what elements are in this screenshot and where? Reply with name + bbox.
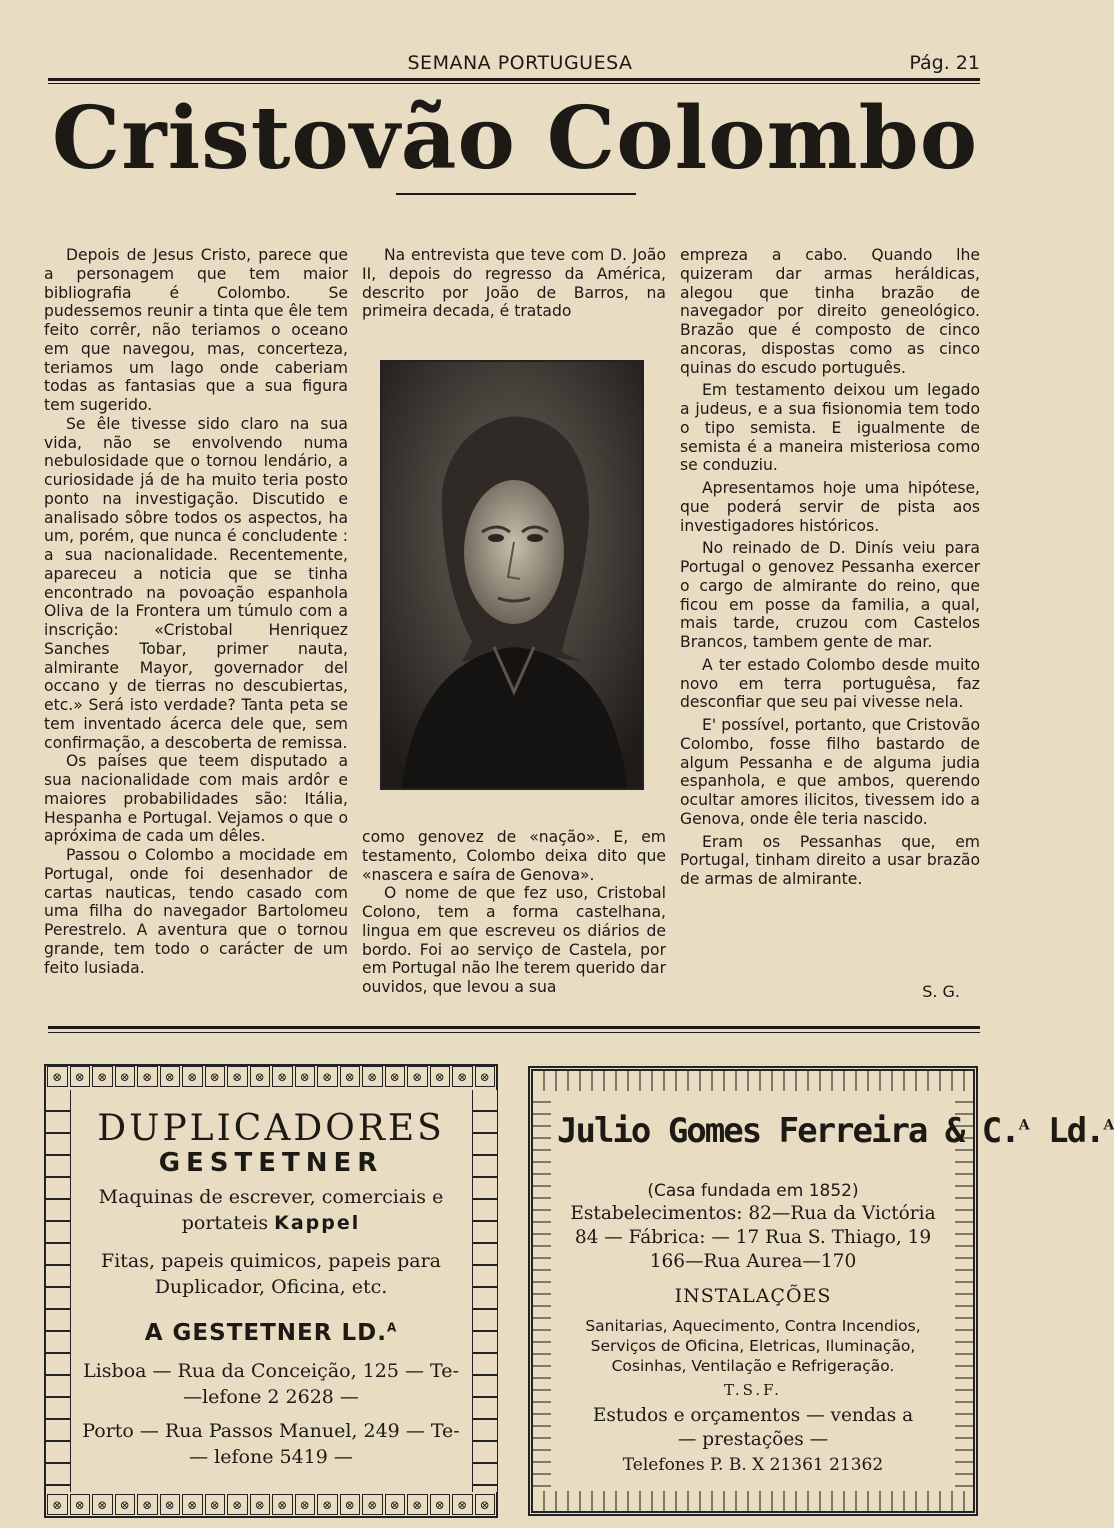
section-rule	[48, 1026, 980, 1029]
publication-title: SEMANA PORTUGUESA	[407, 52, 633, 74]
ad-gestetner-title: DUPLICADORES	[97, 1108, 445, 1149]
paragraph: No reinado de D. Dinís veiu para Portugal o genovez Pessanha exercer o cargo de almirante do reino, que ficou em posse da familia, a qual, mais tarde, cruzou com Castelos Brancos, tambem gente de mar.	[680, 539, 980, 651]
ornament-icon: ⊗	[340, 1494, 361, 1515]
company-ld: Ld.	[1048, 1111, 1104, 1151]
article-signature: S. G.	[922, 982, 960, 1001]
page-number: Pág. 21	[909, 52, 980, 74]
ornament-icon: ⊗	[340, 1066, 361, 1087]
paragraph: empreza a cabo. Quando lhe quizeram dar armas heráldicas, alegou que tinha brazão de navegador por direito geneológico. Brazão que é composto de cinco ancoras, dispostas como as cinco quinas do escudo português.	[680, 246, 980, 377]
ad-gestetner-subtitle: GESTETNER	[158, 1148, 384, 1178]
header-rule	[48, 78, 980, 81]
ad-gestetner-porto1: Porto — Rua Passos Manuel, 249 — Te-	[82, 1420, 460, 1442]
paragraph: Os países que teem disputado a sua nacionalidade com mais ardôr e maiores probabilidades são: Itália, Hespanha e Portugal. Vejamos o que o apróxima de cada um dêles.	[44, 752, 348, 846]
ornament-icon: ⊗	[70, 1494, 91, 1515]
ornament-icon: ⊗	[272, 1494, 293, 1515]
ornament-icon: ⊗	[115, 1494, 136, 1515]
ornament-icon: ⊗	[92, 1494, 113, 1515]
ornament-icon: ⊗	[250, 1066, 271, 1087]
ornament-icon: ⊗	[70, 1066, 91, 1087]
ad-border-right	[955, 1091, 973, 1491]
ornament-icon: ⊗	[407, 1066, 428, 1087]
article-column-2-bottom	[362, 828, 666, 997]
ornament-icon: ⊗	[317, 1066, 338, 1087]
paragraph: como genovez de «nação». E, em testamento, Colombo deixa dito que «nascera e saíra de Genova».	[362, 828, 666, 884]
paragraph: Passou o Colombo a mocidade em Portugal, onde foi desenhador de cartas nauticas, tendo casado com uma filha do navegador Bartolomeu Perestrelo. A aventura que o tornou grande, tem todo o carácter de um feito lusiada.	[44, 846, 348, 977]
ad-border-left	[533, 1091, 551, 1491]
ornament-icon: ⊗	[250, 1494, 271, 1515]
ornament-icon: ⊗	[182, 1066, 203, 1087]
ornament-icon: ⊗	[47, 1066, 68, 1087]
ornament-icon: ⊗	[452, 1494, 473, 1515]
ad-julio-est4: Estudos e orçamentos — vendas a	[592, 1405, 914, 1426]
ornament-icon: ⊗	[407, 1494, 428, 1515]
company-sup: A	[1103, 1117, 1114, 1134]
ad-gestetner-company	[76, 1320, 466, 1346]
ornament-icon: ⊗	[92, 1066, 113, 1087]
article-headline: Cristovão Colombo	[51, 88, 979, 189]
ornament-icon: ⊗	[272, 1066, 293, 1087]
ornament-icon: ⊗	[115, 1066, 136, 1087]
ornament-icon: ⊗	[205, 1494, 226, 1515]
ad-border-top	[46, 1066, 496, 1087]
ad-julio-est5: — prestações —	[677, 1429, 829, 1450]
portrait-illustration	[382, 362, 642, 788]
section-rule-thin	[48, 1032, 980, 1033]
company-sup: A	[386, 1320, 398, 1335]
paragraph: Na entrevista que teve com D. João II, depois do regresso da América, descrito por João de Barros, na primeira decada, é tratado	[362, 246, 666, 321]
company-sup: A	[1018, 1117, 1030, 1134]
ad-julio-est3: 166—Rua Aurea—170	[649, 1251, 857, 1272]
ornament-icon: ⊗	[182, 1494, 203, 1515]
paragraph: Em testamento deixou um legado a judeus, e a sua fisionomia tem todo o tipo semista. E igualmente de semista é a maneira misteriosa como se conduziu.	[680, 381, 980, 475]
kappel-brand: Kappel	[274, 1212, 361, 1234]
article-column-3	[680, 246, 980, 889]
headline-underline	[396, 193, 636, 195]
ad-julio-est1: Estabelecimentos: 82—Rua da Victória	[570, 1203, 936, 1224]
ornament-icon: ⊗	[47, 1494, 68, 1515]
ad-julio-company	[557, 1111, 1114, 1151]
ornament-icon: ⊗	[227, 1066, 248, 1087]
ornament-icon: ⊗	[295, 1066, 316, 1087]
ad-julio-gomes	[528, 1066, 1114, 1516]
ornament-icon: ⊗	[137, 1494, 158, 1515]
ornament-icon: ⊗	[205, 1066, 226, 1087]
ad-julio-phones: Telefones P. B. X 21361 21362	[622, 1455, 884, 1475]
paragraph: Depois de Jesus Cristo, parece que a personagem que tem maior bibliografia é Colombo. Se pudessemos reunir a tinta que êle tem feito corrêr, não teriamos o oceano em que navegou, mas, concerteza, teriamos um lago onde caberiam todas as fantasias que a sua figura tem sugerido.	[44, 246, 348, 414]
company-name: Julio Gomes Ferreira & C.	[557, 1111, 1019, 1151]
ad-julio-founded: (Casa fundada em 1852)	[647, 1181, 859, 1201]
ornament-icon: ⊗	[227, 1494, 248, 1515]
ad-border-right	[472, 1090, 497, 1492]
ad-border-bottom	[533, 1491, 973, 1511]
paragraph: A ter estado Colombo desde muito novo em terra portuguêsa, faz desconfiar que seu pai vivesse nela.	[680, 655, 980, 712]
ad-border-bottom	[46, 1494, 496, 1515]
ad-gestetner-lisboa2: —lefone 2 2628 —	[183, 1386, 359, 1408]
paragraph: Se êle tivesse sido claro na sua vida, não se envolvendo numa nebulosidade que o tornou lendário, a curiosidade já de ha muito teria posto ponto na investigação. Discutido e analisado sôbre todos os aspectos, ha um, porém, que nunca é concludente : a sua nacionalidade. Recentemente, apareceu a noticia que se tinha encontrado na povoação espanhola Oliva de la Frontera um túmulo com a inscrição: «Cristobal Henriquez Sanches Tobar, primer nauta, almirante Mayor, governador del occano y de tierras no descubiertas, etc.» Será isto verdade? Tanta peta se tem inventado ácerca dele que, sem confirmação, a descoberta de remissa.	[44, 414, 348, 752]
article-column-1	[44, 246, 348, 977]
ad-gestetner-porto2: — lefone 5419 —	[189, 1446, 353, 1468]
ad-julio-est2: 84 — Fábrica: — 17 Rua S. Thiago, 19	[574, 1227, 932, 1248]
ad-border-left	[46, 1090, 71, 1492]
ad-julio-svc3: Cosinhas, Ventilação e Refrigeração.	[611, 1357, 895, 1375]
ornament-icon: ⊗	[430, 1494, 451, 1515]
ad-gestetner-line4: Duplicador, Oficina, etc.	[154, 1276, 388, 1298]
ad-julio-section: INSTALAÇÕES	[674, 1285, 832, 1307]
ad-border-top	[533, 1071, 973, 1091]
ornament-icon: ⊗	[430, 1066, 451, 1087]
ad-gestetner	[44, 1064, 498, 1518]
paragraph: Apresentamos hoje uma hipótese, que poderá servir de pista aos investigadores históricos.	[680, 479, 980, 535]
ornament-icon: ⊗	[475, 1494, 496, 1515]
ornament-icon: ⊗	[385, 1066, 406, 1087]
ad-gestetner-line3: Fitas, papeis quimicos, papeis para	[101, 1250, 441, 1272]
ornament-icon: ⊗	[452, 1066, 473, 1087]
portrait-image	[380, 360, 644, 790]
company-name: A GESTETNER LD.	[144, 1320, 387, 1346]
ornament-icon: ⊗	[160, 1066, 181, 1087]
paragraph: O nome de que fez uso, Cristobal Colono, tem a forma castelhana, lingua em que escreveu os diários de bordo. Foi ao serviço de Castela, por em Portugal não lhe terem querido dar ouvidos, que levou a sua	[362, 884, 666, 996]
ad-gestetner-lisboa1: Lisboa — Rua da Conceição, 125 — Te-	[83, 1360, 459, 1382]
ornament-icon: ⊗	[317, 1494, 338, 1515]
paragraph: E' possível, portanto, que Cristovão Colombo, fosse filho bastardo de algum Pessanha e de alguma judia espanhola, e que ambos, querendo ocultar amores ilicitos, tivessem ido a Genova, onde êle teria nascido.	[680, 716, 980, 828]
ornament-icon: ⊗	[160, 1494, 181, 1515]
ad-julio-svc1: Sanitarias, Aquecimento, Contra Incendios,	[585, 1317, 921, 1335]
header-rule-thin	[48, 83, 980, 84]
ornament-icon: ⊗	[362, 1494, 383, 1515]
ad-gestetner-line1: Maquinas de escrever, comerciais e	[98, 1186, 444, 1208]
ad-julio-svc2: Serviços de Oficina, Eletricas, Iluminação,	[590, 1337, 916, 1355]
ad-gestetner-line2	[76, 1212, 466, 1234]
ornament-icon: ⊗	[475, 1066, 496, 1087]
ad-julio-tsf: T.S.F.	[724, 1381, 782, 1399]
ornament-icon: ⊗	[362, 1066, 383, 1087]
ornament-icon: ⊗	[295, 1494, 316, 1515]
ornament-icon: ⊗	[137, 1066, 158, 1087]
ad-gestetner-line2-text: portateis	[181, 1212, 269, 1234]
ornament-icon: ⊗	[385, 1494, 406, 1515]
article-column-2-top	[362, 246, 666, 321]
paragraph: Eram os Pessanhas que, em Portugal, tinham direito a usar brazão de armas de almirante.	[680, 832, 980, 888]
